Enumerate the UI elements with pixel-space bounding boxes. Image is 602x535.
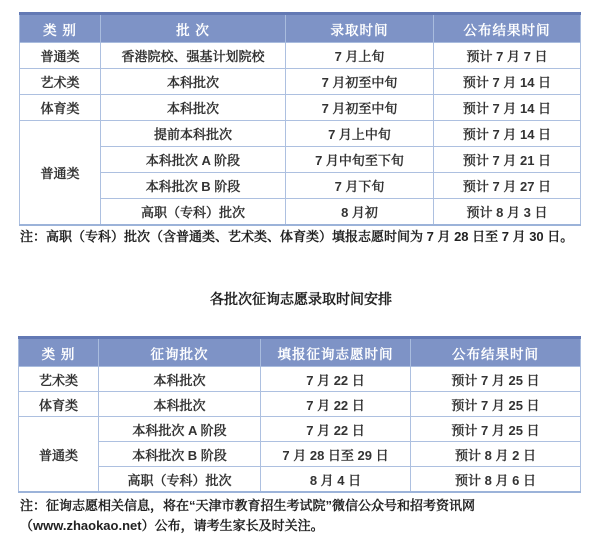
result-cell: 预计 7 月 21 日 xyxy=(434,147,581,173)
batch-cell: 高职（专科）批次 xyxy=(101,199,286,226)
batch-cell: 香港院校、强基计划院校 xyxy=(101,43,286,69)
time-cell: 7 月中旬至下旬 xyxy=(286,147,434,173)
result-cell: 预计 8 月 6 日 xyxy=(411,467,581,493)
table2-note: 注：征询志愿相关信息，将在“天津市教育招生考试院”微信公众号和招考资讯网（www.zhaokao.net）公布，请考生家长及时关注。 xyxy=(20,498,476,533)
batch-cell: 本科批次 xyxy=(99,367,261,392)
table-row xyxy=(20,69,581,95)
table-row xyxy=(20,95,581,121)
batch-cell: 高职（专科）批次 xyxy=(99,467,261,493)
category-cell: 艺术类 xyxy=(20,69,101,95)
result-cell: 预计 7 月 14 日 xyxy=(434,121,581,147)
table1-header-admission-time: 录取时间 xyxy=(286,14,434,43)
admission-time-table xyxy=(19,12,581,226)
table1-header-category: 类 别 xyxy=(20,14,101,43)
table-row xyxy=(19,392,581,417)
batch-cell: 本科批次 A 阶段 xyxy=(99,417,261,442)
result-cell: 预计 7 月 14 日 xyxy=(434,69,581,95)
table1-header-row xyxy=(20,14,581,43)
table-row xyxy=(19,442,581,467)
result-cell: 预计 7 月 25 日 xyxy=(411,367,581,392)
table-row xyxy=(20,121,581,147)
result-cell: 预计 7 月 27 日 xyxy=(434,173,581,199)
batch-cell: 本科批次 B 阶段 xyxy=(99,442,261,467)
time-cell: 8 月 4 日 xyxy=(261,467,411,493)
time-cell: 7 月 22 日 xyxy=(261,392,411,417)
time-cell: 7 月上中旬 xyxy=(286,121,434,147)
time-cell: 7 月 22 日 xyxy=(261,367,411,392)
section2-title: 各批次征询志愿录取时间安排 xyxy=(210,291,392,307)
batch-cell: 本科批次 B 阶段 xyxy=(101,173,286,199)
table2-header-category: 类 别 xyxy=(19,338,99,367)
merged-category-cell: 普通类 xyxy=(20,121,101,226)
result-cell: 预计 7 月 7 日 xyxy=(434,43,581,69)
table2-header-result-time: 公布结果时间 xyxy=(411,338,581,367)
table2-header-batch: 征询批次 xyxy=(99,338,261,367)
table-row xyxy=(19,467,581,493)
supplementary-wish-table xyxy=(18,336,581,493)
result-cell: 预计 8 月 3 日 xyxy=(434,199,581,226)
category-cell: 普通类 xyxy=(20,43,101,69)
table-row xyxy=(19,367,581,392)
category-cell: 艺术类 xyxy=(19,367,99,392)
table-row xyxy=(20,147,581,173)
category-cell: 体育类 xyxy=(19,392,99,417)
table2-header-row xyxy=(19,338,581,367)
batch-cell: 本科批次 xyxy=(99,392,261,417)
table-row xyxy=(20,199,581,226)
result-cell: 预计 7 月 25 日 xyxy=(411,417,581,442)
time-cell: 7 月初至中旬 xyxy=(286,95,434,121)
table-row xyxy=(20,43,581,69)
table-row xyxy=(19,417,581,442)
table-row xyxy=(20,173,581,199)
time-cell: 7 月下旬 xyxy=(286,173,434,199)
result-cell: 预计 7 月 25 日 xyxy=(411,392,581,417)
table1-header-result-time: 公布结果时间 xyxy=(434,14,581,43)
time-cell: 7 月 22 日 xyxy=(261,417,411,442)
batch-cell: 本科批次 xyxy=(101,69,286,95)
time-cell: 7 月 28 日至 29 日 xyxy=(261,442,411,467)
time-cell: 8 月初 xyxy=(286,199,434,226)
merged-category-cell: 普通类 xyxy=(19,417,99,493)
table1-note: 注：高职（专科）批次（含普通类、艺术类、体育类）填报志愿时间为 7 月 28 日至 7 月 30 日。 xyxy=(20,229,574,244)
table2-header-fill-time: 填报征询志愿时间 xyxy=(261,338,411,367)
category-cell: 体育类 xyxy=(20,95,101,121)
result-cell: 预计 8 月 2 日 xyxy=(411,442,581,467)
batch-cell: 提前本科批次 xyxy=(101,121,286,147)
time-cell: 7 月上旬 xyxy=(286,43,434,69)
batch-cell: 本科批次 A 阶段 xyxy=(101,147,286,173)
batch-cell: 本科批次 xyxy=(101,95,286,121)
time-cell: 7 月初至中旬 xyxy=(286,69,434,95)
result-cell: 预计 7 月 14 日 xyxy=(434,95,581,121)
table1-header-batch: 批 次 xyxy=(101,14,286,43)
